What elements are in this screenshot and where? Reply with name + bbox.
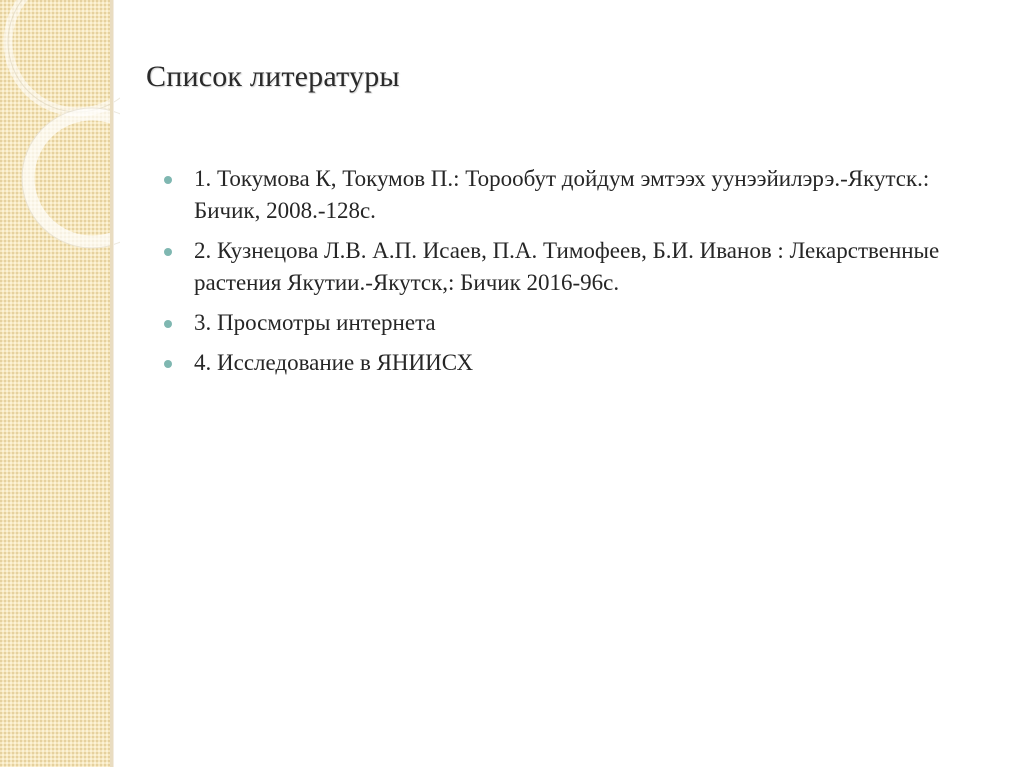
list-item [160,163,960,227]
decorative-side-panel [0,0,110,767]
reference-list [160,163,960,387]
side-divider-highlight [113,0,114,767]
list-item [160,347,960,379]
list-item-text: 4. Исследование в ЯНИИСХ [194,350,474,375]
list-item-text: 2. Кузнецова Л.В. А.П. Исаев, П.А. Тимофеев, Б.И. Иванов : Лекарственные растения Якутии.-Якутск,: Бичик 2016-96с. [194,238,940,295]
list-item-text: 3. Просмотры интернета [194,310,436,335]
list-item-text: 1. Токумова К, Токумов П.: Торообут дойдум эмтээх уунээйилэрэ.-Якутск.: Бичик, 2008.-128с. [194,166,930,223]
list-item [160,307,960,339]
bullet-dot-icon [164,176,172,184]
list-item [160,235,960,299]
bullet-dot-icon [164,320,172,328]
bullet-dot-icon [164,248,172,256]
slide-title: Список литературы [146,60,400,93]
bullet-dot-icon [164,360,172,368]
